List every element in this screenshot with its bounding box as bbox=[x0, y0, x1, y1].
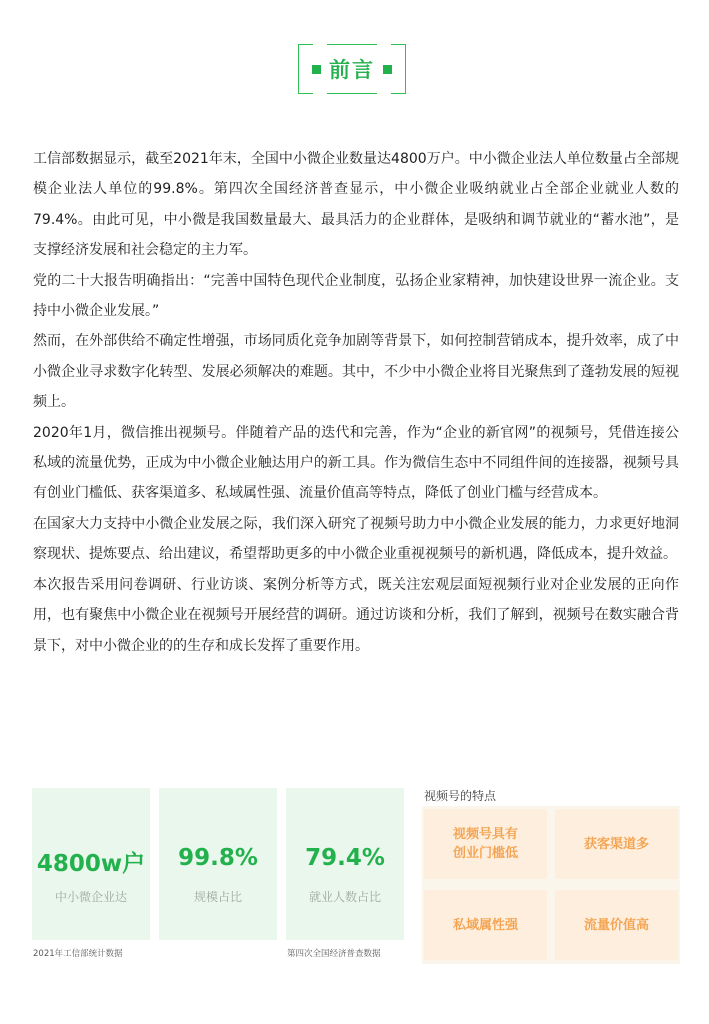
features-panel bbox=[422, 806, 680, 964]
paragraph-4: 2020年1月，微信推出视频号。伴随着产品的迭代和完善，作为“企业的新官网”的视频号，凭借连接公私域的流量优势，正成为中小微企业触达用户的新工具。作为微信生态中不同组件间的连接器，视频号具有创业门槛低、获客渠道多、私域属性强、流量价值高等特点，降低了创业门槛与经营成本。 bbox=[33, 424, 679, 502]
stat-card-scale-share bbox=[159, 788, 277, 940]
stat-label: 就业人数占比 bbox=[308, 890, 381, 904]
paragraph-6: 本次报告采用问卷调研、行业访谈、案例分析等方式，既关注宏观层面短视频行业对企业发展的正向作用，也有聚焦中小微企业在视频号开展经营的调研。通过访谈和分析，我们了解到，视频号在数实融合背景下，对中小微企业的的生存和成长发挥了重要作用。 bbox=[33, 576, 679, 654]
section-title-inner bbox=[299, 45, 405, 93]
stat-label: 中小微企业达 bbox=[54, 890, 127, 904]
title-right-square-icon bbox=[383, 65, 392, 74]
source-note-right: 第四次全国经济普查数据 bbox=[287, 949, 381, 959]
stat-value: 4800w户 bbox=[36, 851, 146, 877]
preface-body bbox=[33, 144, 679, 661]
source-note-left: 2021年工信部统计数据 bbox=[33, 949, 123, 959]
paragraph-1: 工信部数据显示，截至2021年末，全国中小微企业数量达4800万户。中小微企业法人单位数量占全部规模企业法人单位的99.8%。第四次全国经济普查显示，中小微企业吸纳就业占全部企业就业人数的79.4%。由此可见，中小微是我国数量最大、最具活力的企业群体，是吸纳和调节就业的“蓄水池”，是支撑经济发展和社会稳定的主力军。 bbox=[33, 151, 679, 259]
paragraph-2: 党的二十大报告明确指出：“完善中国特色现代企业制度，弘扬企业家精神，加快建设世界一流企业。支持中小微企业发展。” bbox=[33, 272, 679, 320]
features-title: 视频号的特点 bbox=[424, 789, 497, 803]
stat-value: 99.8% bbox=[178, 845, 258, 871]
title-left-square-icon bbox=[312, 65, 321, 74]
stat-card-enterprises bbox=[32, 788, 150, 940]
stat-label: 规模占比 bbox=[193, 890, 242, 904]
feature-item-low-barrier: 视频号具有 创业门槛低 bbox=[424, 809, 547, 879]
stat-card-employment-share bbox=[286, 788, 404, 940]
feature-item-channels: 获客渠道多 bbox=[555, 809, 678, 879]
section-title-box bbox=[298, 44, 406, 94]
paragraph-5: 在国家大力支持中小微企业发展之际，我们深入研究了视频号助力中小微企业发展的能力，力求更好地洞察现状、提炼要点、给出建议，希望帮助更多的中小微企业重视视频号的新机遇，降低成本，提升效益。 bbox=[33, 515, 679, 563]
feature-item-private-domain: 私域属性强 bbox=[424, 890, 547, 960]
section-title: 前言 bbox=[329, 58, 375, 82]
feature-item-traffic-value: 流量价值高 bbox=[555, 890, 678, 960]
paragraph-3: 然而，在外部供给不确定性增强，市场同质化竞争加剧等背景下，如何控制营销成本，提升效率，成了中小微企业寻求数字化转型、发展必须解决的难题。其中，不少中小微企业将目光聚焦到了蓬勃发展的短视频上。 bbox=[33, 333, 679, 411]
stat-value: 79.4% bbox=[305, 845, 385, 871]
